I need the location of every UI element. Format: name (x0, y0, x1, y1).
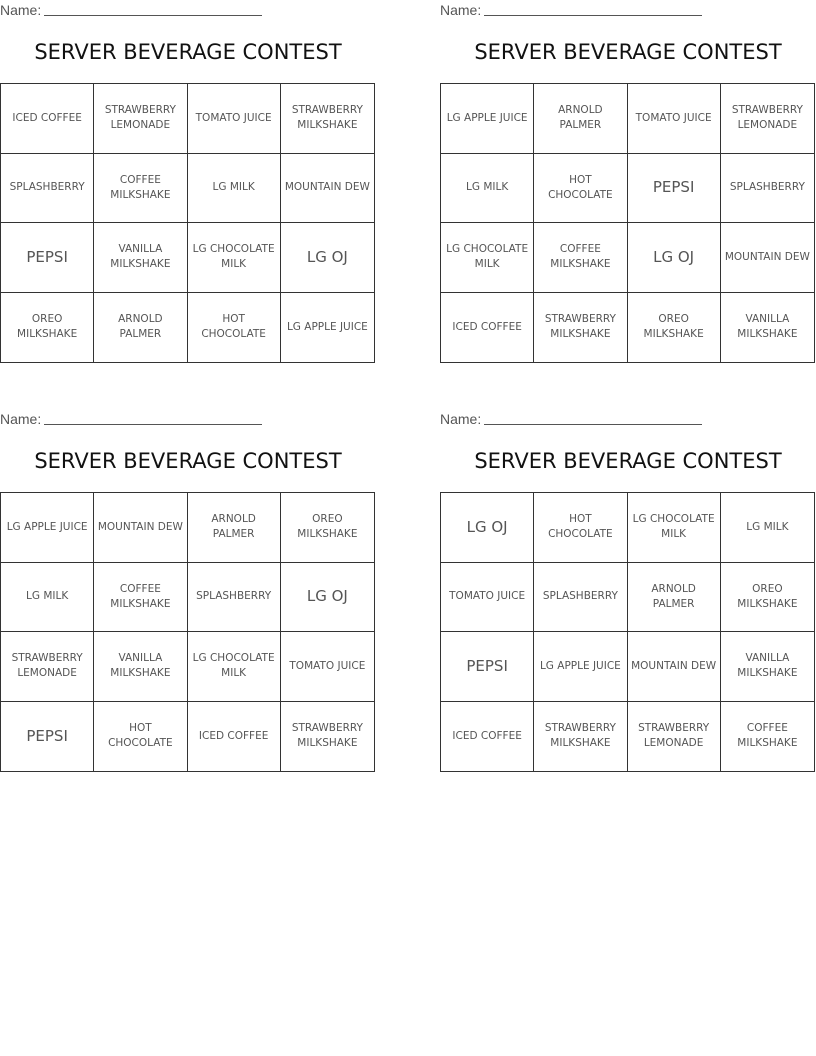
name-line (440, 411, 702, 429)
bingo-cell[interactable]: LG CHOCOLATE MILK (188, 223, 281, 293)
bingo-cell[interactable]: COFFEE MILKSHAKE (534, 223, 627, 293)
bingo-cell[interactable]: STRAWBERRY MILKSHAKE (281, 84, 374, 154)
bingo-cell[interactable]: VANILLA MILKSHAKE (721, 632, 814, 702)
bingo-grid (440, 83, 815, 363)
bingo-cell[interactable]: MOUNTAIN DEW (94, 493, 187, 563)
bingo-cell[interactable]: TOMATO JUICE (188, 84, 281, 154)
bingo-cell[interactable]: LG APPLE JUICE (534, 632, 627, 702)
bingo-cell[interactable]: STRAWBERRY MILKSHAKE (534, 702, 627, 772)
bingo-cell[interactable]: OREO MILKSHAKE (281, 493, 374, 563)
bingo-cell[interactable]: VANILLA MILKSHAKE (94, 223, 187, 293)
bingo-cell[interactable]: PEPSI (1, 223, 94, 293)
bingo-cell[interactable]: HOT CHOCOLATE (534, 493, 627, 563)
bingo-cell[interactable]: ICED COFFEE (188, 702, 281, 772)
bingo-cell[interactable]: ARNOLD PALMER (94, 293, 187, 363)
bingo-cell[interactable]: TOMATO JUICE (281, 632, 374, 702)
bingo-cell[interactable]: MOUNTAIN DEW (721, 223, 814, 293)
bingo-cell[interactable]: LG APPLE JUICE (286, 320, 368, 333)
name-line (0, 411, 262, 429)
bingo-cell[interactable]: SPLASHBERRY (188, 563, 281, 633)
name-label: Name: (440, 2, 482, 18)
bingo-cell[interactable]: STRAWBERRY MILKSHAKE (291, 722, 363, 750)
bingo-cell[interactable]: PEPSI (441, 632, 534, 702)
bingo-cell[interactable]: ARNOLD PALMER (534, 84, 627, 154)
bingo-cell[interactable]: LG APPLE JUICE (441, 84, 534, 154)
bingo-cell[interactable]: COFFEE MILKSHAKE (737, 722, 798, 750)
name-label: Name: (0, 411, 42, 427)
bingo-cell[interactable]: COFFEE MILKSHAKE (94, 563, 187, 633)
bingo-cell[interactable]: TOMATO JUICE (441, 563, 534, 633)
name-field[interactable] (44, 411, 262, 425)
bingo-cell[interactable]: ARNOLD PALMER (188, 493, 281, 563)
name-field[interactable] (484, 2, 702, 16)
bingo-cell[interactable]: OREO MILKSHAKE (721, 563, 814, 633)
name-label: Name: (440, 411, 482, 427)
bingo-grid (0, 492, 375, 772)
bingo-cell[interactable]: STRAWBERRY LEMONADE (94, 84, 187, 154)
bingo-cell[interactable]: LG CHOCOLATE MILK (188, 632, 281, 702)
bingo-cell[interactable]: MOUNTAIN DEW (281, 154, 374, 224)
bingo-cell[interactable]: OREO MILKSHAKE (628, 293, 721, 363)
bingo-grid (0, 83, 375, 363)
name-field[interactable] (484, 411, 702, 425)
bingo-cell[interactable]: ARNOLD PALMER (628, 563, 721, 633)
bingo-cell[interactable]: PEPSI (1, 702, 94, 772)
bingo-cell[interactable]: COFFEE MILKSHAKE (94, 154, 187, 224)
bingo-cell[interactable]: OREO MILKSHAKE (1, 293, 94, 363)
bingo-cell[interactable]: VANILLA MILKSHAKE (737, 313, 798, 341)
bingo-cell[interactable]: SPLASHBERRY (1, 154, 94, 224)
bingo-cell[interactable]: LG CHOCOLATE MILK (628, 493, 721, 563)
bingo-cell[interactable]: LG CHOCOLATE MILK (441, 223, 534, 293)
bingo-cell[interactable]: LG OJ (281, 563, 374, 633)
bingo-cell[interactable]: MOUNTAIN DEW (628, 632, 721, 702)
bingo-cell[interactable]: STRAWBERRY MILKSHAKE (534, 293, 627, 363)
card-title: SERVER BEVERAGE CONTEST (474, 40, 782, 64)
bingo-cell[interactable]: LG OJ (281, 223, 374, 293)
bingo-cell[interactable]: TOMATO JUICE (628, 84, 721, 154)
bingo-cell[interactable]: ICED COFFEE (1, 84, 94, 154)
card-title: SERVER BEVERAGE CONTEST (34, 40, 342, 64)
bingo-cell[interactable]: STRAWBERRY LEMONADE (1, 632, 94, 702)
name-line (0, 2, 262, 20)
bingo-cell[interactable]: STRAWBERRY LEMONADE (628, 702, 721, 772)
bingo-cell[interactable]: LG MILK (721, 493, 814, 563)
bingo-cell[interactable]: HOT CHOCOLATE (534, 154, 627, 224)
bingo-grid (440, 492, 815, 772)
bingo-cell[interactable]: ICED COFFEE (441, 702, 534, 772)
bingo-cell[interactable]: SPLASHBERRY (534, 563, 627, 633)
card-title: SERVER BEVERAGE CONTEST (474, 449, 782, 473)
name-label: Name: (0, 2, 42, 18)
bingo-cell[interactable]: LG MILK (1, 563, 94, 633)
bingo-cell[interactable]: VANILLA MILKSHAKE (94, 632, 187, 702)
bingo-cell[interactable]: PEPSI (628, 154, 721, 224)
bingo-cell[interactable]: SPLASHBERRY (721, 154, 814, 224)
bingo-cell[interactable]: ICED COFFEE (441, 293, 534, 363)
bingo-cell[interactable]: HOT CHOCOLATE (94, 702, 187, 772)
name-field[interactable] (44, 2, 262, 16)
card-title: SERVER BEVERAGE CONTEST (34, 449, 342, 473)
bingo-cell[interactable]: LG OJ (628, 223, 721, 293)
bingo-cell[interactable]: LG MILK (188, 154, 281, 224)
bingo-cell[interactable]: LG APPLE JUICE (1, 493, 94, 563)
bingo-cell[interactable]: HOT CHOCOLATE (188, 293, 281, 363)
name-line (440, 2, 702, 20)
bingo-cell[interactable]: LG OJ (441, 493, 534, 563)
bingo-cell[interactable]: LG MILK (441, 154, 534, 224)
bingo-cell[interactable]: STRAWBERRY LEMONADE (721, 84, 814, 154)
